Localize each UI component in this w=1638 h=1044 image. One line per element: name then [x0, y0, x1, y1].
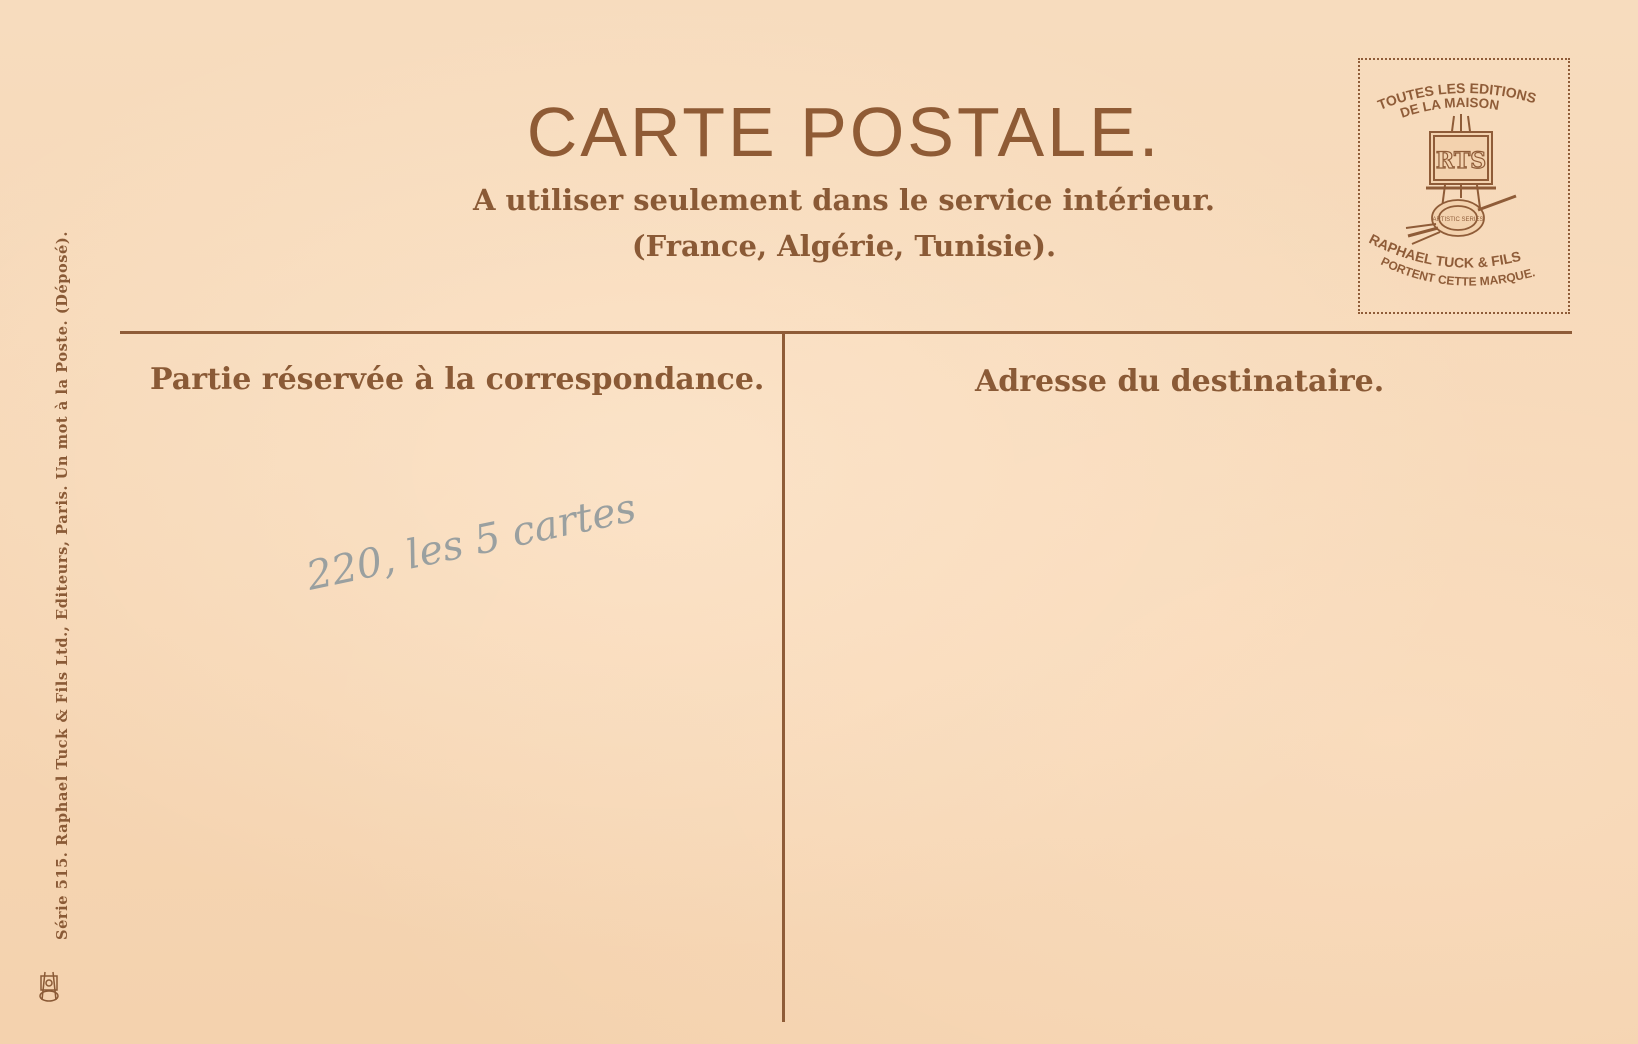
stamp-bottom-line1: RAPHAEL TUCK & FILS	[1366, 230, 1523, 271]
tuck-easel-icon	[34, 970, 64, 1004]
stamp-top-line2: DE LA MAISON	[1398, 94, 1501, 121]
stamp-area	[1358, 58, 1570, 314]
address-heading: Adresse du destinataire.	[975, 364, 1385, 399]
horizontal-divider	[120, 331, 1572, 334]
subtitle-regions: (France, Algérie, Tunisie).	[631, 229, 1057, 263]
svg-text:220, les 5 cartes: 220, les 5 cartes	[302, 485, 640, 600]
stamp-bottom-line2: PORTENT CETTE MARQUE.	[1378, 254, 1537, 289]
vertical-divider	[782, 334, 785, 1022]
stamp-top-line1: TOUTES LES EDITIONS	[1375, 79, 1539, 113]
correspondence-heading: Partie réservée à la correspondance.	[150, 362, 765, 397]
easel-monogram: RTS	[1435, 148, 1487, 174]
subtitle-service: A utiliser seulement dans le service intérieur.	[472, 183, 1216, 217]
palette-text: ARTISTIC SERIES	[1432, 217, 1484, 223]
publisher-side-text: Série 515. Raphael Tuck & Fils Ltd., Editeurs, Paris. Un mot à la Poste. (Déposé).	[54, 231, 71, 940]
card-title: CARTE POSTALE.	[526, 93, 1162, 171]
handwritten-note	[300, 480, 640, 620]
